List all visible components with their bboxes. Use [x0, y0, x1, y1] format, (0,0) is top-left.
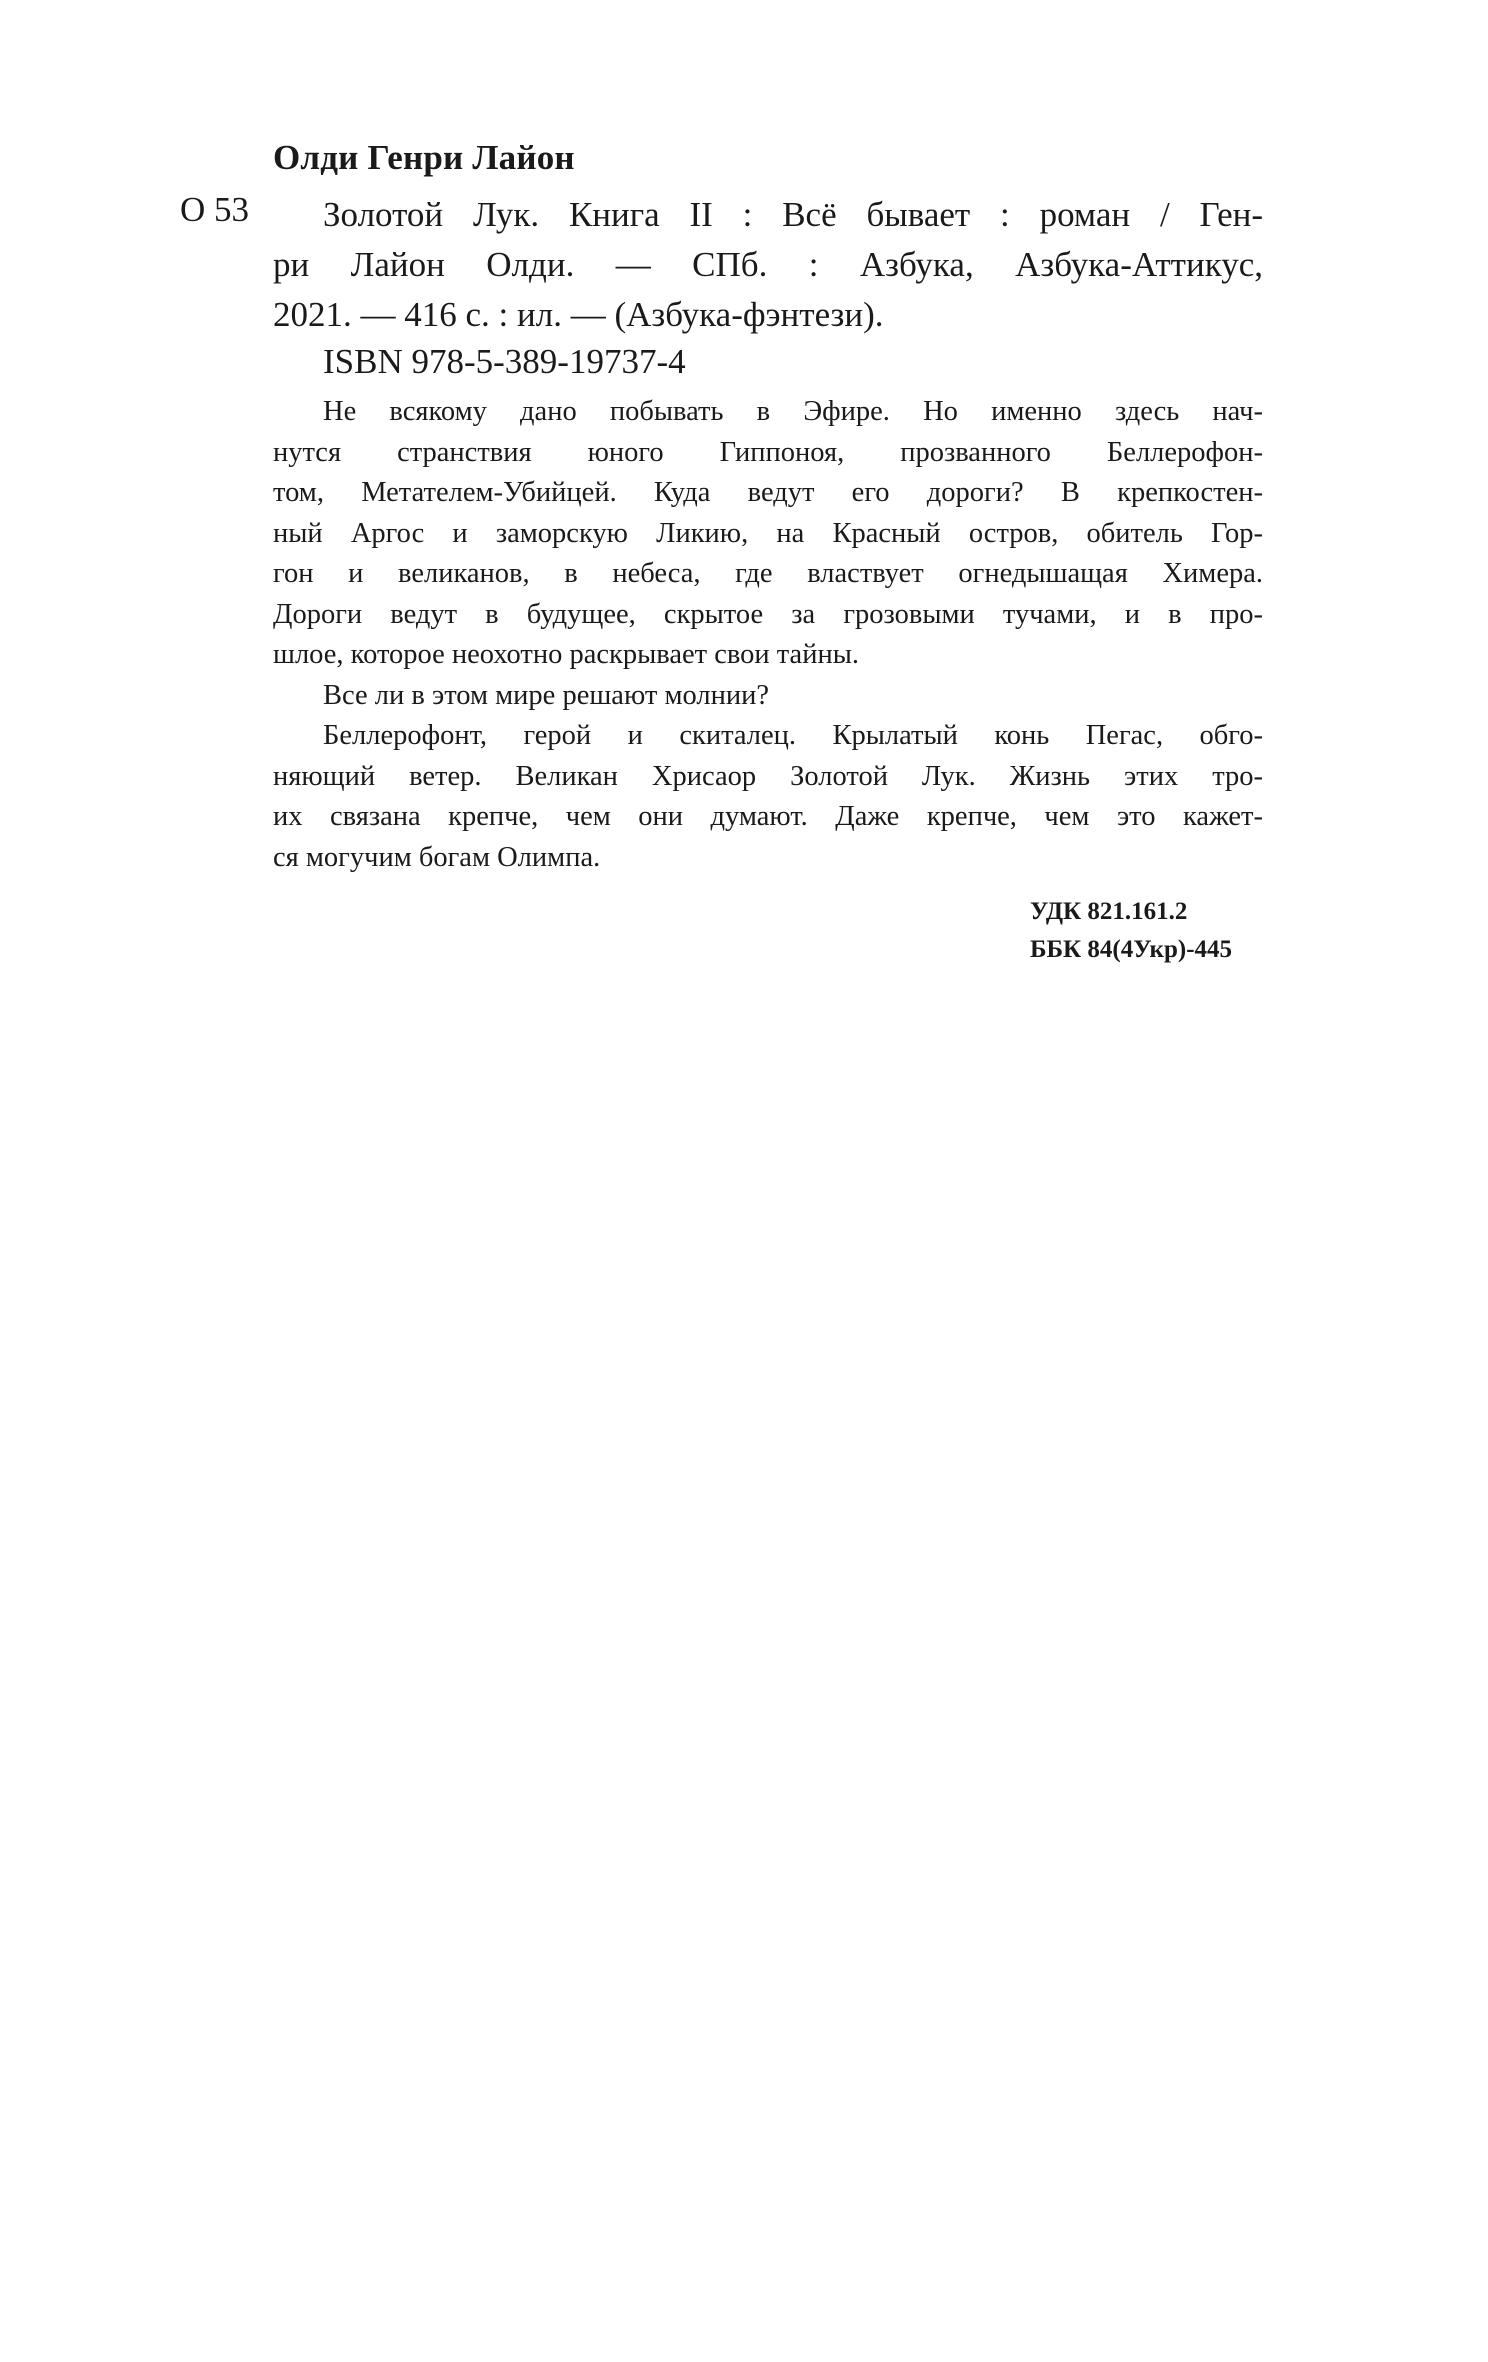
- annotation-line: ный Аргос и заморскую Ликию, на Красный остров, обитель Гор-: [273, 517, 1263, 549]
- bib-line: ри Лайон Олди. — СПб. : Азбука, Азбука-Аттикус,: [273, 245, 1263, 284]
- annotation-line: Все ли в этом мире решают молнии?: [323, 679, 769, 711]
- annotation-line: Беллерофонт, герой и скиталец. Крылатый конь Пегас, обго-: [323, 720, 1263, 751]
- classification-codes: [1030, 893, 1232, 969]
- bib-line: Золотой Лук. Книга II : Всё бывает : роман / Ген-: [323, 195, 1263, 234]
- author-heading: Олди Генри Лайон: [273, 138, 575, 177]
- annotation-line: нутся странствия юного Гиппоноя, прозванного Беллерофон-: [273, 436, 1263, 468]
- annotation-line: ся могучим богам Олимпа.: [273, 841, 601, 873]
- annotation-line: шлое, которое неохотно раскрывает свои тайны.: [273, 639, 859, 670]
- bbk-code: ББК 84(4Укр)-445: [1030, 936, 1233, 963]
- isbn: ISBN 978-5-389-19737-4: [323, 342, 686, 381]
- udk-code: УДК 821.161.2: [1030, 898, 1188, 925]
- annotation-line: няющий ветер. Великан Хрисаор Золотой Лук. Жизнь этих тро-: [273, 760, 1263, 792]
- bibliographic-description: [273, 190, 1263, 340]
- annotation-line: том, Метателем-Убийцей. Куда ведут его дороги? В крепкостен-: [273, 477, 1263, 508]
- annotation-line: Не всякому дано побывать в Эфире. Но именно здесь нач-: [323, 396, 1263, 427]
- annotation: [273, 392, 1263, 878]
- annotation-line: гон и великанов, в небеса, где властвует огнедышащая Химера.: [273, 558, 1263, 589]
- annotation-line: их связана крепче, чем они думают. Даже крепче, чем это кажет-: [273, 801, 1263, 832]
- annotation-line: Дороги ведут в будущее, скрытое за грозовыми тучами, и в про-: [273, 598, 1263, 630]
- author-sign-code: О 53: [180, 190, 250, 229]
- bib-line: 2021. — 416 с. : ил. — (Азбука-фэнтези).: [273, 295, 884, 334]
